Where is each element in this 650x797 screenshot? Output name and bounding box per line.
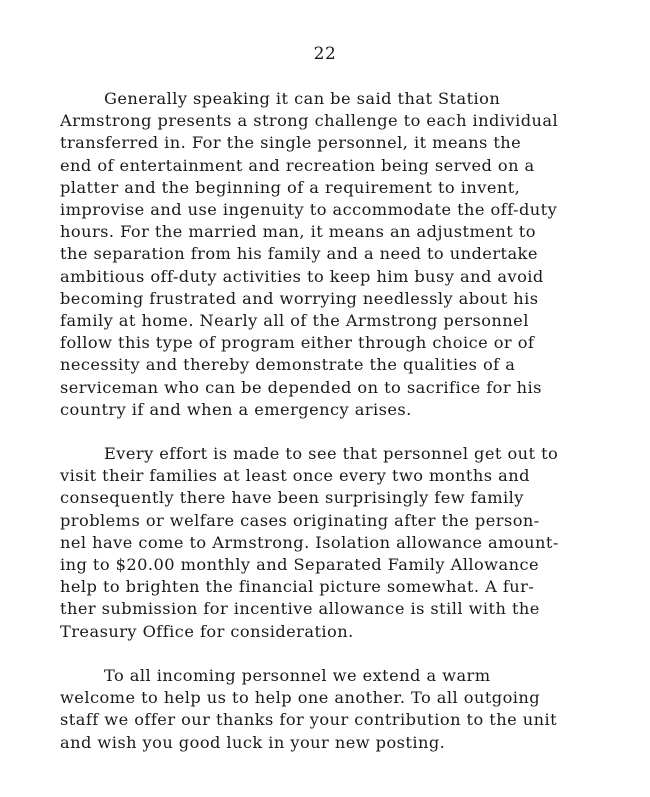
text-line: Every effort is made to see that personnel get out to (104, 444, 559, 463)
paragraph-welcome (60, 665, 632, 754)
text-line: and wish you good luck in your new posting. (60, 732, 446, 752)
text-line: transferred in. For the single personnel, it means the (60, 133, 522, 153)
text-line: visit their families at least once every two months and (60, 466, 530, 486)
text-line: ther submission for incentive allowance is still with the (60, 599, 540, 619)
text-line: To all incoming personnel we extend a warm (104, 666, 491, 685)
text-line: help to brighten the financial picture somewhat. A fur- (60, 577, 535, 597)
text-line: improvise and use ingenuity to accommodate the off-duty (60, 200, 558, 220)
text-line: becoming frustrated and worrying needlessly about his (60, 288, 539, 308)
text-line: serviceman who can be depended on to sacrifice for his (60, 377, 542, 397)
text-line: problems or welfare cases originating after the person- (60, 510, 540, 530)
text-line: Treasury Office for consideration. (60, 621, 354, 641)
text-line: Generally speaking it can be said that Station (104, 89, 501, 108)
text-line: consequently there have been surprisingly few family (60, 488, 524, 508)
text-line: country if and when a emergency arises. (60, 399, 412, 419)
text-line: staff we offer our thanks for your contribution to the unit (60, 710, 558, 730)
paragraph-family-visits (60, 443, 632, 643)
text-line: follow this type of program either through choice or of (60, 333, 535, 353)
text-line: hours. For the married man, it means an adjustment to (60, 222, 536, 242)
text-line: family at home. Nearly all of the Armstrong personnel (60, 311, 529, 331)
page-number: 22 (313, 44, 337, 64)
text-line: ambitious off-duty activities to keep him busy and avoid (60, 266, 544, 286)
text-line: nel have come to Armstrong. Isolation allowance amount- (60, 532, 559, 552)
text-line: Armstrong presents a strong challenge to each individual (60, 111, 559, 131)
text-line: necessity and thereby demonstrate the qualities of a (60, 355, 516, 375)
text-line: the separation from his family and a need to undertake (60, 244, 538, 264)
text-line: platter and the beginning of a requirement to invent, (60, 177, 521, 197)
paragraph-station-challenge (60, 88, 632, 421)
text-line: end of entertainment and recreation being served on a (60, 155, 535, 175)
text-line: welcome to help us to help one another. To all outgoing (60, 688, 541, 708)
text-line: ing to $20.00 monthly and Separated Family Allowance (60, 555, 540, 575)
